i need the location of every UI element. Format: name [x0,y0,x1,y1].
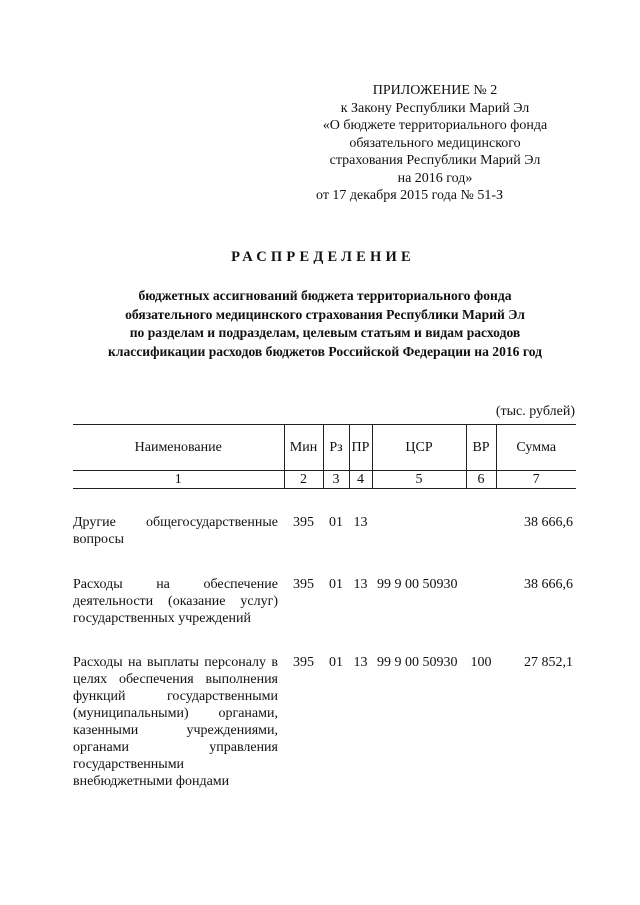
budget-table [73,424,576,790]
row-sum: 38 666,6 [524,515,573,530]
row-vr [466,489,496,549]
header-sum: Сумма [496,425,576,471]
row-rz: 01 [329,655,343,670]
row-name: Расходы на выплаты персоналу в целях обеспечения выполнения функций государственными (муниципальными) органами, казенными учреждениями, органами управления государственными внебюджетными фондами [73,655,278,789]
header-min: Мин [284,425,323,471]
subtitle-line-2: обязательного медицинского страхования Республики Марий Эл [125,306,525,322]
appendix-law-title-2: обязательного медицинского [349,135,521,151]
row-pr: 13 [353,515,368,530]
col-number-5: 5 [372,471,466,489]
table-row [73,489,576,549]
subtitle-line-4: классификации расходов бюджетов Российской Федерации на 2016 год [107,343,542,359]
appendix-law-title-1: «О бюджете территориального фонда [322,118,548,133]
row-rz: 01 [329,577,343,592]
header-csr: ЦСР [372,425,466,471]
row-csr [372,489,466,549]
header-pr: ПР [349,425,372,471]
appendix-number: ПРИЛОЖЕНИЕ № 2 [372,83,498,98]
table-column-numbers-row [73,471,576,489]
units-label: (тыс. рублей) [495,404,575,419]
col-number-3: 3 [323,471,349,489]
row-name: Другие общегосударственные вопросы [73,515,278,547]
row-sum: 38 666,6 [524,577,573,592]
row-pr: 13 [353,655,368,670]
row-min: 395 [293,655,314,670]
header-vr: ВР [466,425,496,471]
table-header-row [73,425,576,471]
row-rz: 01 [329,515,343,530]
header-name: Наименование [73,425,284,471]
row-sum: 27 852,1 [524,655,573,670]
table-row [73,548,576,627]
col-number-1: 1 [73,471,284,489]
appendix-block [300,82,570,205]
appendix-law-date: от 17 декабря 2015 года № 51-З [316,188,503,203]
appendix-law-title-4: на 2016 год» [397,170,473,186]
col-number-6: 6 [466,471,496,489]
table-row [73,627,576,790]
row-pr: 13 [353,577,368,592]
appendix-law-ref: к Закону Республики Марий Эл [340,100,530,116]
document-subtitle [60,287,590,361]
subtitle-line-3: по разделам и подразделам, целевым статьям и видам расходов [129,325,521,340]
appendix-law-title-3: страхования Республики Марий Эл [329,153,541,168]
row-min: 395 [293,577,314,592]
header-rz: Рз [323,425,349,471]
row-name: Расходы на обеспечение деятельности (оказание услуг) государственных учреждений [73,577,278,626]
col-number-4: 4 [349,471,372,489]
document-title: РАСПРЕДЕЛЕНИЕ [231,249,415,265]
col-number-7: 7 [496,471,576,489]
row-csr: 99 9 00 50930 [377,655,458,670]
subtitle-line-1: бюджетных ассигнований бюджета территориального фонда [138,288,512,303]
col-number-2: 2 [284,471,323,489]
row-vr: 100 [470,655,492,670]
row-vr [466,548,496,627]
row-min: 395 [293,515,314,530]
row-csr: 99 9 00 50930 [377,577,458,592]
